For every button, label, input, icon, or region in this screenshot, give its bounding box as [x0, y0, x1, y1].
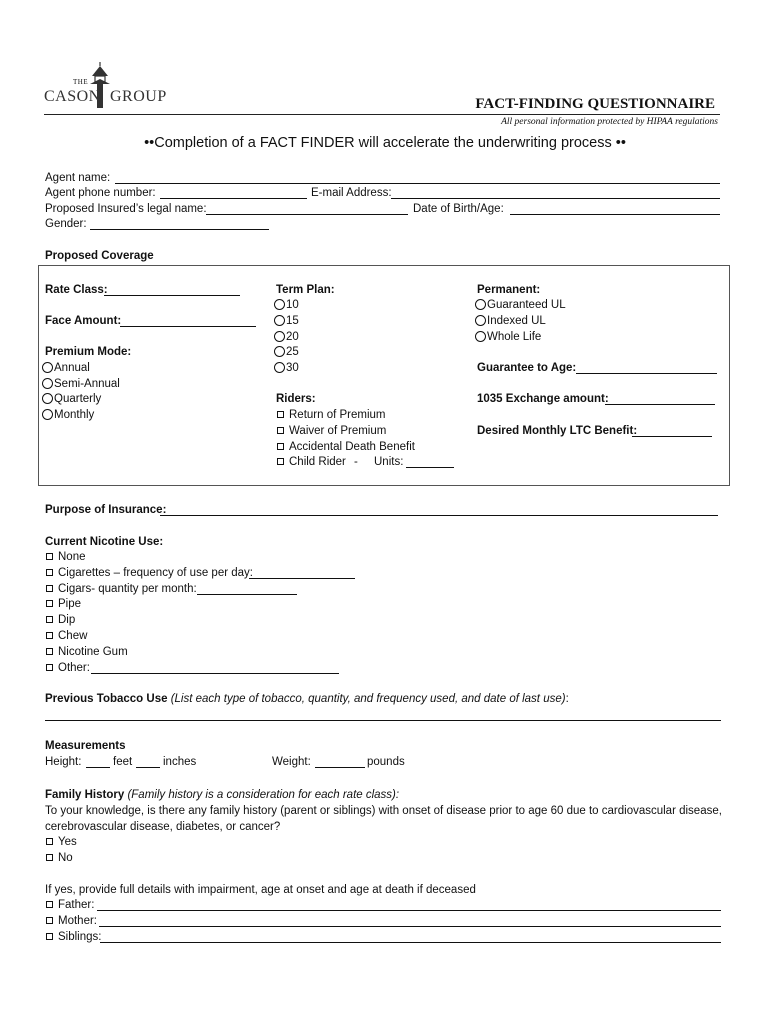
rate-class-field[interactable]	[104, 295, 240, 296]
family-yes[interactable]: Yes	[46, 835, 77, 850]
family-heading: Family History	[45, 789, 125, 801]
tobacco-heading: Previous Tobacco Use	[45, 693, 168, 705]
cason-group-logo	[44, 60, 167, 110]
tobacco-colon: :	[565, 693, 569, 705]
face-amount-field[interactable]	[120, 326, 256, 327]
family-details: If yes, provide full details with impairment, age at onset and age at death if deceased	[45, 884, 476, 896]
riders-label: Riders:	[276, 393, 316, 405]
purpose-label: Purpose of Insurance:	[45, 504, 167, 516]
nicotine-heading: Current Nicotine Use:	[45, 536, 164, 548]
nicotine-none[interactable]: None	[46, 550, 86, 565]
siblings-field[interactable]	[100, 942, 721, 943]
premium-mode-monthly[interactable]: Monthly	[42, 408, 94, 423]
exchange-label: 1035 Exchange amount:	[477, 393, 609, 405]
term-option-10[interactable]: 10	[274, 298, 299, 313]
units-label: Units:	[374, 456, 404, 468]
radio-icon[interactable]	[274, 346, 285, 357]
weight-field[interactable]	[315, 767, 365, 768]
checkbox-icon[interactable]	[46, 933, 53, 940]
nicotine-other[interactable]: Other:	[46, 661, 90, 676]
nicotine-gum[interactable]: Nicotine Gum	[46, 645, 128, 660]
checkbox-icon[interactable]	[46, 616, 53, 623]
checkbox-icon[interactable]	[46, 648, 53, 655]
units-field[interactable]	[406, 467, 454, 468]
agent-name-field[interactable]	[115, 183, 720, 184]
checkbox-icon[interactable]	[46, 917, 53, 924]
height-inches-field[interactable]	[136, 767, 160, 768]
term-plan-label: Term Plan:	[276, 284, 335, 296]
permanent-indexed-ul[interactable]: Indexed UL	[475, 314, 546, 329]
checkbox-icon[interactable]	[46, 838, 53, 845]
checkbox-icon[interactable]	[46, 569, 53, 576]
tobacco-heading-row	[45, 692, 569, 707]
nicotine-pipe[interactable]: Pipe	[46, 597, 81, 612]
ltc-label: Desired Monthly LTC Benefit:	[477, 425, 638, 437]
premium-mode-label: Premium Mode:	[45, 346, 132, 358]
guarantee-age-label: Guarantee to Age:	[477, 362, 577, 374]
inches-unit: inches	[163, 756, 197, 768]
page-title: FACT-FINDING QUESTIONNAIRE	[475, 96, 715, 112]
height-label: Height:	[45, 756, 82, 768]
radio-icon[interactable]	[274, 331, 285, 342]
term-option-30[interactable]: 30	[274, 361, 299, 376]
family-father[interactable]: Father:	[46, 898, 94, 913]
radio-icon[interactable]	[274, 362, 285, 373]
term-option-15[interactable]: 15	[274, 314, 299, 329]
permanent-label: Permanent:	[477, 284, 541, 296]
insured-name-label: Proposed Insured’s legal name:	[45, 203, 207, 215]
dob-field[interactable]	[510, 214, 720, 215]
premium-mode-semi-annual[interactable]: Semi-Annual	[42, 377, 120, 392]
family-heading-row	[45, 788, 399, 803]
checkbox-icon[interactable]	[277, 458, 284, 465]
units-separator: -	[354, 456, 358, 468]
tobacco-field[interactable]	[45, 720, 721, 721]
coverage-heading: Proposed Coverage	[45, 250, 154, 262]
father-field[interactable]	[97, 910, 721, 911]
permanent-guaranteed-ul[interactable]: Guaranteed UL	[475, 298, 566, 313]
premium-mode-annual[interactable]: Annual	[42, 361, 90, 376]
logo-name-left: CASON	[44, 88, 101, 105]
checkbox-icon[interactable]	[46, 600, 53, 607]
agent-name-label: Agent name:	[45, 172, 111, 184]
rider-child[interactable]: Child Rider	[277, 455, 346, 470]
radio-icon[interactable]	[42, 409, 53, 420]
face-amount-label: Face Amount:	[45, 315, 122, 327]
dob-label: Date of Birth/Age:	[413, 203, 504, 215]
radio-icon[interactable]	[475, 315, 486, 326]
logo-the: THE	[73, 78, 89, 86]
height-feet-field[interactable]	[86, 767, 110, 768]
insured-name-field[interactable]	[206, 214, 408, 215]
permanent-whole-life[interactable]: Whole Life	[475, 330, 541, 345]
radio-icon[interactable]	[42, 393, 53, 404]
radio-icon[interactable]	[274, 315, 285, 326]
nicotine-cigarettes[interactable]: Cigarettes – frequency of use per day:	[46, 566, 253, 581]
checkbox-icon[interactable]	[277, 443, 284, 450]
rate-class-label: Rate Class:	[45, 284, 108, 296]
radio-icon[interactable]	[475, 299, 486, 310]
agent-phone-label: Agent phone number:	[45, 187, 156, 199]
checkbox-icon[interactable]	[46, 632, 53, 639]
rider-waiver-of-premium[interactable]: Waiver of Premium	[277, 424, 386, 439]
term-option-20[interactable]: 20	[274, 330, 299, 345]
hipaa-note: All personal information protected by HIPAA regulations	[501, 117, 718, 127]
checkbox-icon[interactable]	[46, 854, 53, 861]
rider-accidental-death[interactable]: Accidental Death Benefit	[277, 440, 415, 455]
tobacco-note: (List each type of tobacco, quantity, and frequency used, and date of last use)	[170, 693, 566, 705]
checkbox-icon[interactable]	[46, 553, 53, 560]
checkbox-icon[interactable]	[277, 427, 284, 434]
logo-name-right: GROUP	[110, 88, 167, 105]
radio-icon[interactable]	[274, 299, 285, 310]
radio-icon[interactable]	[42, 362, 53, 373]
email-label: E-mail Address:	[311, 187, 392, 199]
cigarettes-field[interactable]	[249, 578, 355, 579]
pounds-unit: pounds	[367, 756, 405, 768]
measurements-heading: Measurements	[45, 740, 126, 752]
rider-return-of-premium[interactable]: Return of Premium	[277, 408, 386, 423]
checkbox-icon[interactable]	[277, 411, 284, 418]
exchange-field[interactable]	[605, 404, 715, 405]
family-siblings[interactable]: Siblings:	[46, 930, 101, 945]
term-option-25[interactable]: 25	[274, 345, 299, 360]
premium-mode-quarterly[interactable]: Quarterly	[42, 392, 101, 407]
nicotine-other-field[interactable]	[91, 673, 339, 674]
feet-unit: feet	[113, 756, 133, 768]
checkbox-icon[interactable]	[46, 664, 53, 671]
agent-phone-field[interactable]	[160, 198, 307, 199]
header-divider	[44, 114, 720, 115]
family-note: (Family history is a consideration for each rate class):	[127, 789, 400, 801]
purpose-field[interactable]	[160, 515, 718, 516]
family-question-1: To your knowledge, is there any family history (parent or siblings) with onset of disease prior to age 60 due to cardiovascular disease,	[45, 805, 722, 817]
banner-text: ••Completion of a FACT FINDER will accelerate the underwriting process ••	[144, 135, 626, 151]
email-field[interactable]	[391, 198, 720, 199]
checkbox-icon[interactable]	[46, 585, 53, 592]
nicotine-dip[interactable]: Dip	[46, 613, 75, 628]
weight-label: Weight:	[272, 756, 311, 768]
family-question-2: cerebrovascular disease, diabetes, or cancer?	[45, 821, 281, 833]
nicotine-cigars[interactable]: Cigars- quantity per month:	[46, 582, 197, 597]
gender-label: Gender:	[45, 218, 87, 230]
checkbox-icon[interactable]	[46, 901, 53, 908]
family-no[interactable]: No	[46, 851, 73, 866]
family-mother[interactable]: Mother:	[46, 914, 97, 929]
cigars-field[interactable]	[197, 594, 297, 595]
gender-field[interactable]	[90, 229, 269, 230]
nicotine-chew[interactable]: Chew	[46, 629, 87, 644]
guarantee-age-field[interactable]	[576, 373, 717, 374]
radio-icon[interactable]	[42, 378, 53, 389]
mother-field[interactable]	[99, 926, 721, 927]
ltc-field[interactable]	[632, 436, 712, 437]
radio-icon[interactable]	[475, 331, 486, 342]
